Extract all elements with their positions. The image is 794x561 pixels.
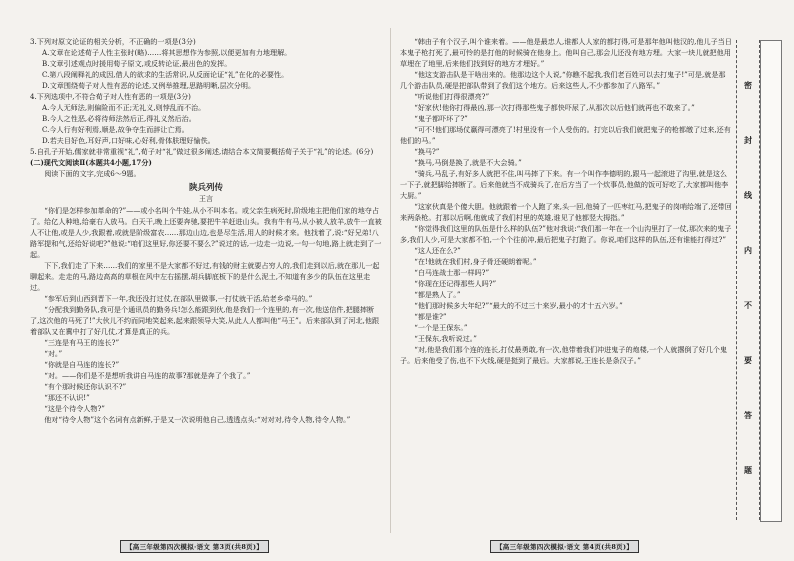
page-footer-left: 【高三年级第四次模拟·语文 第3页(共8页)】 bbox=[120, 540, 269, 553]
story-paragraph: “你现在还记得那些人吗?” bbox=[414, 279, 497, 288]
question-5: 5.自孔子开始,儒家就非常重视“礼”,荀子对“礼”做过很多阐述,请结合本文简要概括荀子关于“礼”的论述。(6分) bbox=[30, 147, 374, 156]
story-paragraph: “这人还在么?” bbox=[414, 246, 461, 255]
story-paragraph: “你们是怎样参加革命的?”——或小名叫个牛娃,从小不叫本名。或父亲生病死时,阶级地主把他们家的地夺占了。给亿人种地,给豪右人放马。白天干,晚上还要奔驰,要把牛羊赶进山头。我有牛有马,从小被人放羊,放牛一直被人不让他,或是人少,我跟着,或就是阶级富农……那边山边,也是尽生活,用人的时候才来。他找着了,说:“好兄弟!八路军提和气,还给好说吧?”他说:“咱们这里好,你还要不要么?”说过的话,一边走一边说,一句一句地,路上就走到了一起。 bbox=[30, 206, 382, 259]
story-paragraph: “可不!他们那场仗赢得可漂亮了!村里没有一个人受伤的。打完以后我们就把鬼子的枪都缴了过来,还有他们的马。” bbox=[400, 125, 731, 145]
story-paragraph: “这是个待令人物?” bbox=[44, 404, 105, 413]
story-paragraph: “王保东,我听说过。” bbox=[414, 334, 477, 343]
story-paragraph: “你就是自马连的连长?” bbox=[44, 360, 120, 369]
seal-label: 要 bbox=[744, 355, 752, 365]
option-4b: B.今人之性恶,必将待师法然后正,得礼义然后治。 bbox=[42, 114, 196, 123]
story-paragraph: “换马?” bbox=[414, 147, 440, 156]
story-paragraph: “这家伙真是个傻大胆。他就跟着一个人跑了来,头一回,他骑了一匹枣红马,把鬼子的岗哨给端了,还带回来两条枪。打那以后啊,他就成了我们村里的英雄,谁见了他都竖大拇指。” bbox=[400, 202, 732, 222]
section-header: (二)现代文阅读Ⅱ(本题共4小题,17分) bbox=[30, 158, 152, 167]
story-paragraph: “他们那时候多大年纪?”“最大的不过三十来岁,最小的才十五六岁。” bbox=[414, 301, 623, 310]
story-paragraph: “白马连战士那一样吗?” bbox=[414, 268, 490, 277]
option-4d: D.若夫目好色,耳好声,口好味,心好利,骨体肤理好愉佚。 bbox=[42, 136, 215, 145]
story-paragraph: “他这支游击队是干啥出来的。他那边这个人说,“你瞧不起我,我们老百姓可以去打鬼子!”可是,就是那几个游击队员,硬是把部队带到了我们这个地方。后来这些人,不少都参加了八路军。” bbox=[400, 70, 726, 90]
story-title: 陕兵列传 bbox=[188, 183, 223, 193]
story-paragraph: “骑兵,马乱子,有好多人就把不住,叫马摔了下来。有一个叫作李德明的,跟马一起滚进了沟里,就是这么一下子,就把脚给摔断了。后来他就当不成骑兵了,在后方当了一个炊事员,他做的饭可好吃了,大家都叫他李大厨。” bbox=[400, 169, 729, 200]
story-paragraph: “参军后到山西到晋下一年,我还没打过仗,在部队里做事,一打仗就干活,给老乡牵马的。” bbox=[44, 294, 313, 303]
story-paragraph: “对。——你们是不是想听我讲自马连的故事?那就是奔了个我了。” bbox=[44, 371, 251, 380]
question-4: 4.下列选项中,不符合荀子对人性有恶的一项是(3分) bbox=[30, 92, 191, 101]
story-paragraph: “一个是王保东。” bbox=[414, 323, 468, 332]
seal-label: 答 bbox=[744, 410, 752, 420]
story-paragraph: “好家伙!他你打得最凶,那一次打得那些鬼子都快吓尿了,从那次以后他们就再也不敢来了。” bbox=[414, 103, 695, 112]
page-footer-right: 【高三年级第四次模拟·语文 第4页(共8页)】 bbox=[490, 540, 639, 553]
binding-strip bbox=[760, 40, 782, 522]
right-column bbox=[400, 36, 732, 366]
page-divider bbox=[390, 28, 391, 533]
seal-label: 密 bbox=[744, 80, 752, 90]
story-paragraph: 他对“待令人物”这个名词有点新鲜,于是又一次说明他自己,透透点头:“对对对,待令人物,待令人物。” bbox=[44, 415, 351, 424]
story-paragraph: “听说他们打得很漂亮?” bbox=[414, 92, 490, 101]
story-paragraph: “你觉得我们这里的队伍是什么样的队伍?”他对我说:“我们那一年在一个山沟里打了一仗,那次来的鬼子多,我们人少,可是大家都不怕,一个个往前冲,最后把鬼子打跑了。你说,咱们这样的队伍,还有谁能打得过?” bbox=[400, 224, 732, 244]
story-paragraph: 下下,我们走了下来……我们的家里不是大家都不好过,有钱的财主就要占穷人的,我们走到以后,就在那儿一起聊起来。走走的马,路边高高的草根在风中左右摇摆,胡兵脚底板下的是什么泥土,不知道有多少的队伍在这里走过。 bbox=[30, 261, 380, 292]
story-paragraph: “对,他是我们那个连的连长,打仗最勇敢,有一次,他带着我们冲进鬼子的炮楼,一个人就撂倒了好几个鬼子。后来他受了伤,也不下火线,硬是挺到了最后。大家都说,王连长是条汉子。” bbox=[400, 345, 728, 365]
option-4a: A.今人无师法,则偏险而不正;无礼义,则悖乱而不治。 bbox=[42, 103, 206, 112]
story-paragraph: “对。” bbox=[44, 349, 63, 358]
section-instruction: 阅读下面的文字,完成6～9题。 bbox=[44, 169, 141, 178]
story-paragraph: “鬼子都吓坏了?” bbox=[414, 114, 468, 123]
seal-label: 题 bbox=[744, 465, 752, 475]
story-paragraph: “都是熟人了。” bbox=[414, 290, 461, 299]
option-3b: B.文章引述观点时援用荀子原文,或反转论证,最出色的发挥。 bbox=[42, 59, 232, 68]
option-4c: C.今人行有好利焉,顺是,故争夺生而辞让亡焉。 bbox=[42, 125, 189, 134]
story-paragraph: “都是谁?” bbox=[414, 312, 447, 321]
story-paragraph: “在!他就在我们村,身子骨还硬朗着呢。” bbox=[414, 257, 537, 266]
question-3: 3.下列对原文论证的相关分析，不正确的一项是(3分) bbox=[30, 37, 196, 46]
option-3a: A.文章在论述荀子人性主张时(略)……将其思想作为参照,以便更加有力地理解。 bbox=[42, 48, 292, 57]
story-paragraph: “韩由子有个汉子,叫个谁来着。——他是最忠人,谁都人人家的都打得,可是那年他叫他汉的,他儿子当日本鬼子枪打死了,最可怜的是打他的时候骑在他身上。他叫自己,那会儿还没有地方埋。大家一块儿就把他用草埋在了地里,后来他们找到好的地方才埋好。” bbox=[400, 37, 732, 68]
story-paragraph: “那还不认识!” bbox=[44, 393, 90, 402]
seal-label: 线 bbox=[744, 190, 752, 200]
seal-line bbox=[736, 40, 760, 520]
story-paragraph: “有个那时候还你认识不?” bbox=[44, 382, 127, 391]
option-3c: C.第八段阐释礼的成因,借人的欲求的生活常识,从反面论证“礼”在化的必要性。 bbox=[42, 70, 289, 79]
story-paragraph: “换马,马倒是换了,就是不大会骑。” bbox=[414, 158, 522, 167]
left-column bbox=[30, 36, 382, 425]
option-3d: D.文章围绕荀子对人性有恶的论述,又例举推理,思路明晰,层次分明。 bbox=[42, 81, 256, 90]
seal-label: 封 bbox=[744, 135, 752, 145]
story-author: 王言 bbox=[199, 195, 213, 203]
seal-label: 不 bbox=[744, 300, 752, 310]
seal-label: 内 bbox=[744, 245, 752, 255]
story-paragraph: “分配我到勤务队,我可是个通讯员的勤务兵!怎么能跟到伙,他是我们一个连里的,有一次,他送信件,把腿摔断了,这次他的马死了!”大伙儿不约而同地笑起来,起来跟领导大笑,从此人人都叫他“马王”。后来部队到了河北,他跟着部队又在冀中打了好几仗,才算是真正的兵。 bbox=[30, 305, 380, 336]
story-paragraph: “三连是有马王的连长?” bbox=[44, 338, 120, 347]
